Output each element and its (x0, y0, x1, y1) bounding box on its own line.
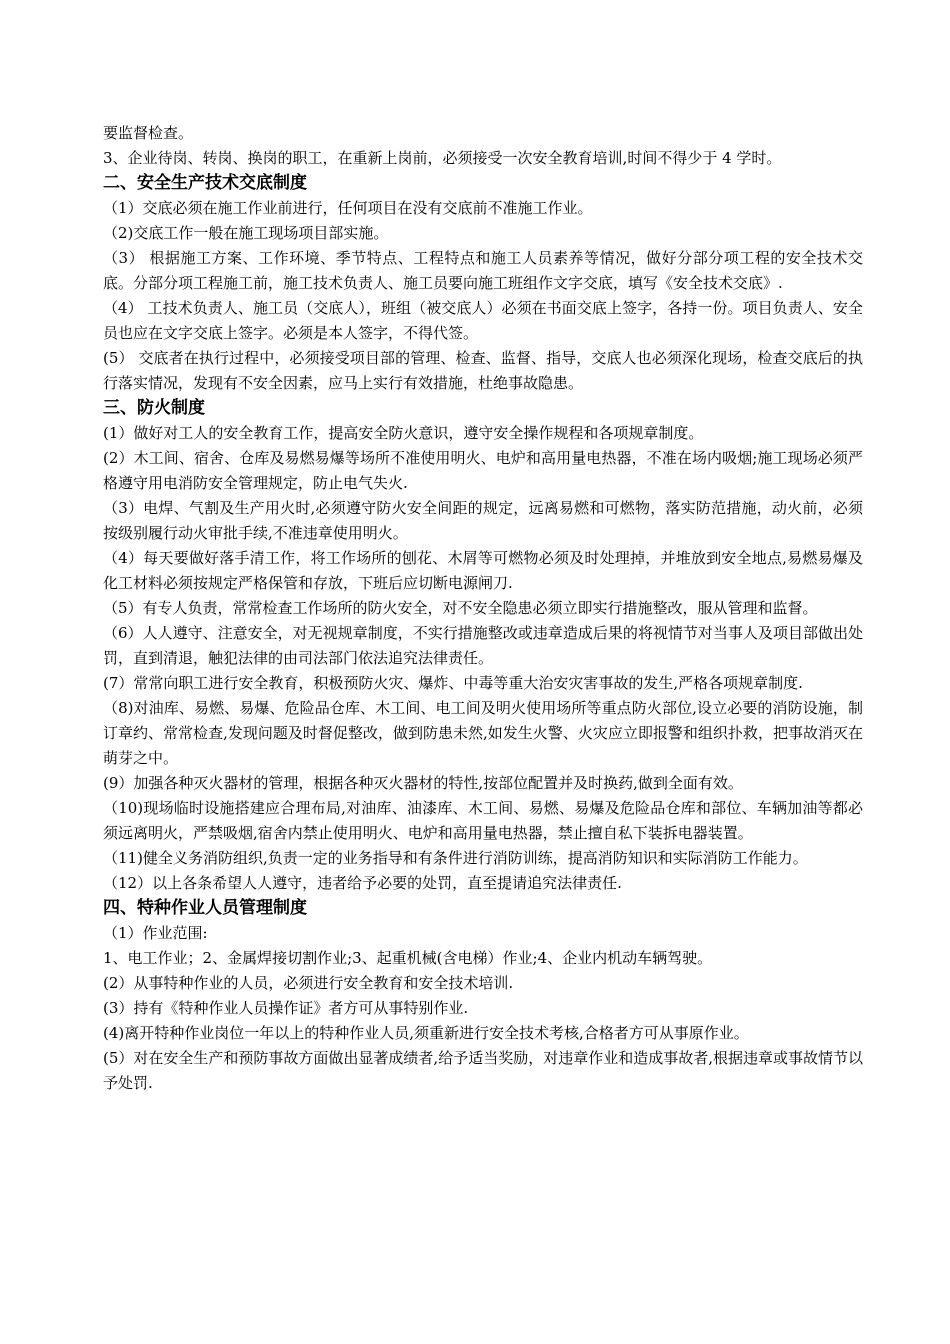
section-4-paragraph: (2）从事特种作业的人员，必须进行安全教育和安全技术培训. (103, 974, 514, 992)
section-3-paragraph: （4）每天要做好落手清工作，将工作场所的刨花、木屑等可燃物必须及时处理掉，并堆放到安全地点,易燃易爆及化工材料必须按规定严格保管和存放，下班后应切断电源闸刀. (103, 549, 863, 592)
section-3-paragraph: （12）以上各条希望人人遵守，违者给予必要的处罚，直至提请追究法律责任. (103, 874, 622, 892)
section-2-paragraph: （3） 根据施工方案、工作环境、季节特点、工程特点和施工人员素养等情况，做好分部分项工程的安全技术交底。分部分项工程施工前，施工技术负责人、施工员要向施工班组作文字交底，填写《安全技术交底》. (103, 249, 863, 292)
section-4-paragraph: 1、电工作业；2、金属焊接切割作业;3、起重机械(含电梯）作业;4、企业内机动车辆驾驶。 (103, 949, 713, 967)
section-2-heading: 二、安全生产技术交底制度 (103, 173, 307, 193)
section-4-paragraph: (4)离开特种作业岗位一年以上的特种作业人员,须重新进行安全技术考核,合格者方可从事原作业。 (103, 1024, 749, 1042)
section-3-paragraph: （10)现场临时设施搭建应合理布局,对油库、油漆库、木工间、易燃、易爆及危险品仓库和部位、车辆加油等都必须远离明火，严禁吸烟,宿舍内禁止使用明火、电炉和高用量电热器，禁止擅自私下装拆电器装置。 (103, 799, 863, 842)
section-3-paragraph: (2）木工间、宿舍、仓库及易燃易爆等场所不准使用明火、电炉和高用量电热器，不准在场内吸烟;施工现场必须严格遵守用电消防安全管理规定，防止电气失火. (103, 449, 863, 492)
section-4-paragraph: (5）对在安全生产和预防事故方面做出显著成绩者,给予适当奖励，对违章作业和造成事故者,根据违章或事故情节以予处罚. (103, 1049, 863, 1092)
section-2-paragraph: (5） 交底者在执行过程中，必须接受项目部的管理、检查、监督、指导，交底人也必须深化现场，检查交底后的执行落实情况，发现有不安全因素，应马上实行有效措施，杜绝事故隐患。 (103, 349, 863, 392)
section-3-paragraph: (7）常常向职工进行安全教育，积极预防火灾、爆炸、中毒等重大治安灾害事故的发生,严格各项规章制度. (103, 674, 803, 692)
section-3-paragraph: （11)健全义务消防组织,负责一定的业务指导和有条件进行消防训练，提高消防知识和实际消防工作能力。 (103, 849, 808, 867)
section-3-heading: 三、防火制度 (103, 398, 205, 418)
intro-line-2: 3、企业待岗、转岗、换岗的职工，在重新上岗前，必须接受一次安全教育培训,时间不得少于 4 学时。 (103, 149, 782, 167)
section-3-paragraph: （3）电焊、气割及生产用火时,必须遵守防火安全间距的规定，远离易燃和可燃物，落实防范措施，动火前，必须按级别履行动火审批手续,不准违章使用明火。 (103, 499, 863, 542)
section-2-paragraph: （4） 工技术负责人、施工员（交底人），班组（被交底人）必须在书面交底上签字，各持一份。项目负责人、安全员也应在文字交底上签字。必须是本人签字，不得代签。 (103, 299, 863, 342)
section-3-paragraph: （5）有专人负责，常常检查工作场所的防火安全，对不安全隐患必须立即实行措施整改，服从管理和监督。 (103, 599, 818, 617)
section-4-paragraph: (3）持有《特种作业人员操作证》者方可从事特别作业. (103, 999, 469, 1017)
section-3-paragraph: （6）人人遵守、注意安全，对无视规章制度，不实行措施整改或违章造成后果的将视情节对当事人及项目部做出处罚，直到清退，触犯法律的由司法部门依法追究法律责任。 (103, 624, 863, 667)
section-4-heading: 四、特种作业人员管理制度 (103, 898, 307, 918)
document-page (103, 121, 863, 1096)
section-3-paragraph: (1）做好对工人的安全教育工作，提高安全防火意识，遵守安全操作规程和各项规章制度。 (103, 424, 704, 442)
section-4-paragraph: （1）作业范围: (103, 924, 208, 942)
section-2-paragraph: （2)交底工作一般在施工现场项目部实施。 (103, 224, 389, 242)
section-2-paragraph: （1）交底必须在施工作业前进行，任何项目在没有交底前不准施工作业。 (103, 199, 593, 217)
intro-line-1: 要监督检查。 (103, 124, 194, 142)
section-3-paragraph: (9）加强各种灭火器材的管理，根据各种灭火器材的特性,按部位配置并及时换药,做到全面有效。 (103, 774, 743, 792)
section-3-paragraph: （8)对油库、易燃、易爆、危险品仓库、木工间、电工间及明火使用场所等重点防火部位,设立必要的消防设施，制订章约、常常检查,发现问题及时督促整改，做到防患未然,如发生火警、火灾应立即报警和组织扑救，把事故消灭在萌芽之中。 (103, 699, 863, 767)
